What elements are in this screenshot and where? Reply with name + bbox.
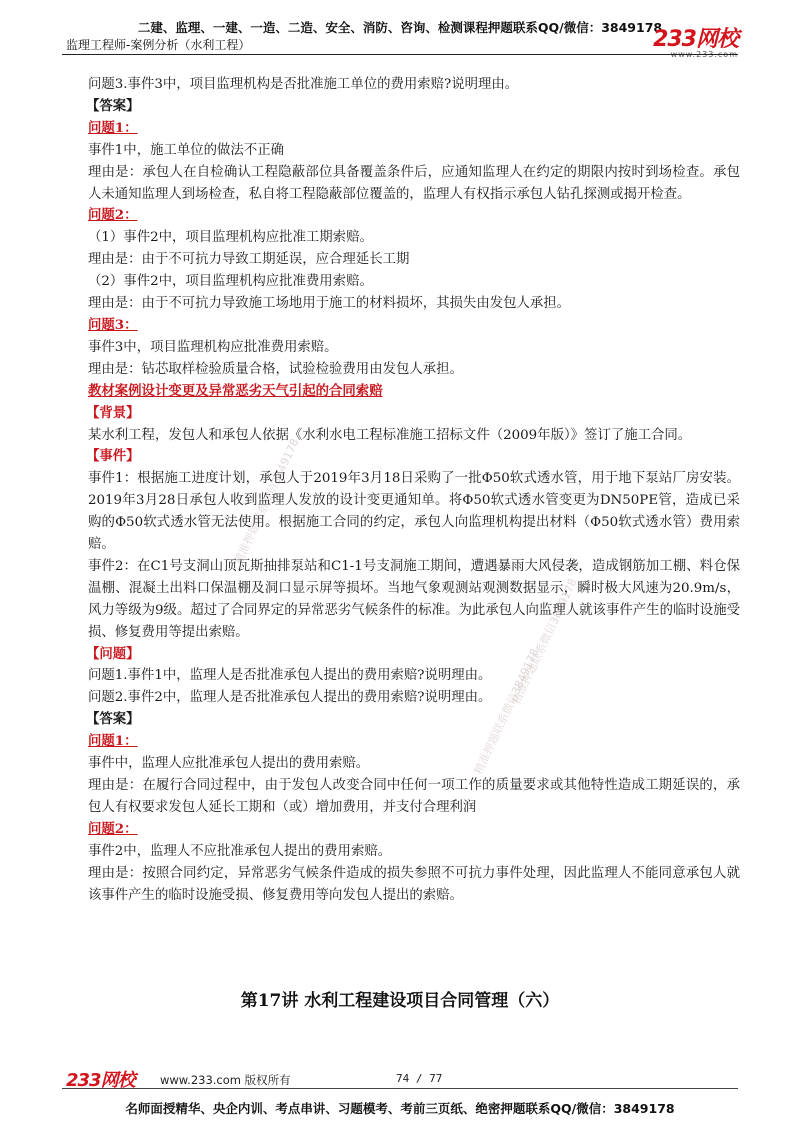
answer-3-line: 事件3中，项目监理机构应批准费用索赔。 — [88, 339, 338, 355]
answer-2-line: （1）事件2中，项目监理机构应批准工期索赔。 — [88, 230, 373, 246]
answer-1-line: 事件1中，施工单位的做法不正确 — [88, 142, 284, 158]
question-3-text: 问题3.事件3中，项目监理机构是否批准施工单位的费用索赔?说明理由。 — [88, 77, 519, 92]
question-label: 【问题】 — [86, 645, 140, 662]
answer-2-label: 问题2： — [88, 207, 138, 224]
header-subtitle: 监理工程师-案例分析（水利工程） — [66, 38, 251, 52]
answer-2-line: 事件2中，监理人不应批准承包人提出的费用索赔。 — [88, 843, 392, 859]
footer-copyright: www.233.com 版权所有 — [160, 1073, 291, 1087]
background-text: 某水利工程，发包人和承包人依据《水利水电工程标准施工招标文件（2009年版）》签订了施工合同。 — [88, 427, 692, 443]
watermark: 精准押题联系微信3849178 — [231, 436, 302, 567]
footer-divider — [62, 1088, 738, 1089]
lecture-title: 第17讲 水利工程建设项目合同管理（六） — [240, 991, 560, 1011]
event-2-text: 事件2：在C1号支洞山顶瓦斯抽排泵站和C1-1号支洞施工期间，遭遇暴雨大风侵袭，造成钢筋加工棚、料仓保温棚、混凝土出料口保温棚及洞口显示屏等损坏。当地气象观测站观测数据显示，瞬时极大风速为20.9m/s，风力等级为9级。超过了合同界定的异常恶劣气候条件的标准。为此承包人向监理人就该事件产生的临时设施受损、修复费用等提出索赔。 — [88, 558, 740, 640]
answer-2-line: （2）事件2中，项目监理机构应批准费用索赔。 — [88, 274, 373, 290]
event-label: 【事件】 — [86, 448, 140, 465]
answer-1-reason: 理由是：在履行合同过程中，由于发包人改变合同中任何一项工作的质量要求或其他特性造成工期延误的，承包人有权要求发包人延长工期和（或）增加费用，并支付合理利润 — [88, 778, 740, 815]
case-title: 教材案例设计变更及异常恶劣天气引起的合同索赔 — [88, 382, 383, 399]
question-1-text: 问题1.事件1中，监理人是否批准承包人提出的费用索赔?说明理由。 — [88, 668, 492, 684]
answer-2-label: 问题2： — [88, 820, 138, 837]
answer-3-reason: 理由是：钻芯取样检验质量合格，试验检验费用由发包人承担。 — [88, 361, 463, 377]
logo-url: www.233.com — [670, 50, 738, 59]
watermark: 精准押题联系微信3849178 — [471, 646, 542, 777]
document-body — [88, 74, 740, 906]
page-number: 74 / 77 — [396, 1072, 443, 1085]
answer-label: 【答案】 — [86, 97, 140, 114]
answer-2-reason: 理由是：由于不可抗力导致施工场地用于施工的材料损坏，其损失由发包人承担。 — [88, 296, 571, 312]
question-2-text: 问题2.事件2中，监理人是否批准承包人提出的费用索赔?说明理由。 — [88, 690, 492, 706]
answer-1-label: 问题1： — [88, 733, 138, 750]
footer-contact-line: 名师面授精华、央企内训、考点串讲、习题模考、考前三页纸、绝密押题联系QQ/微信：3849178 — [125, 1101, 675, 1116]
answer-1-reason: 理由是：承包人在自检确认工程隐蔽部位具备覆盖条件后，应通知监理人在约定的期限内按时到场检查。承包人未通知监理人到场检查，私自将工程隐蔽部位覆盖的，监理人有权指示承包人钻孔探测或揭开检查。 — [88, 164, 740, 202]
answer-1-label: 问题1： — [88, 119, 138, 136]
logo-text: 233网校 — [653, 27, 738, 52]
header-divider — [62, 54, 738, 55]
answer-3-label: 问题3： — [88, 316, 138, 333]
answer-1-line: 事件中，监理人应批准承包人提出的费用索赔。 — [88, 756, 370, 772]
header-contact-line: 二建、监理、一建、一造、二造、安全、消防、咨询、检测课程押题联系QQ/微信：3849178 — [137, 20, 663, 35]
footer-logo: 233网校 — [66, 1070, 135, 1091]
answer-label: 【答案】 — [86, 711, 140, 728]
answer-2-reason: 理由是：按照合同约定，异常恶劣气候条件造成的损失参照不可抗力事件处理，因此监理人不能同意承包人就该事件产生的临时设施受损、修复费用等向发包人提出的索赔。 — [88, 865, 740, 903]
answer-2-reason: 理由是：由于不可抗力导致工期延误，应合理延长工期 — [88, 252, 410, 268]
event-1-text: 事件1：根据施工进度计划，承包人于2019年3月18日采购了一批Φ50软式透水管，用于地下泵站厂房安装。2019年3月28日承包人收到监理人发放的设计变更通知单。将Φ50软式透水管变更为DN50PE管，造成已采购的Φ50软式透水管无法使用。根据施工合同的约定，承包人向监理机构提出材料（Φ50软式透水管）费用索赔。 — [88, 471, 740, 553]
watermark: 精准押题联系微信3849178 — [509, 576, 580, 707]
background-label: 【背景】 — [86, 404, 140, 421]
